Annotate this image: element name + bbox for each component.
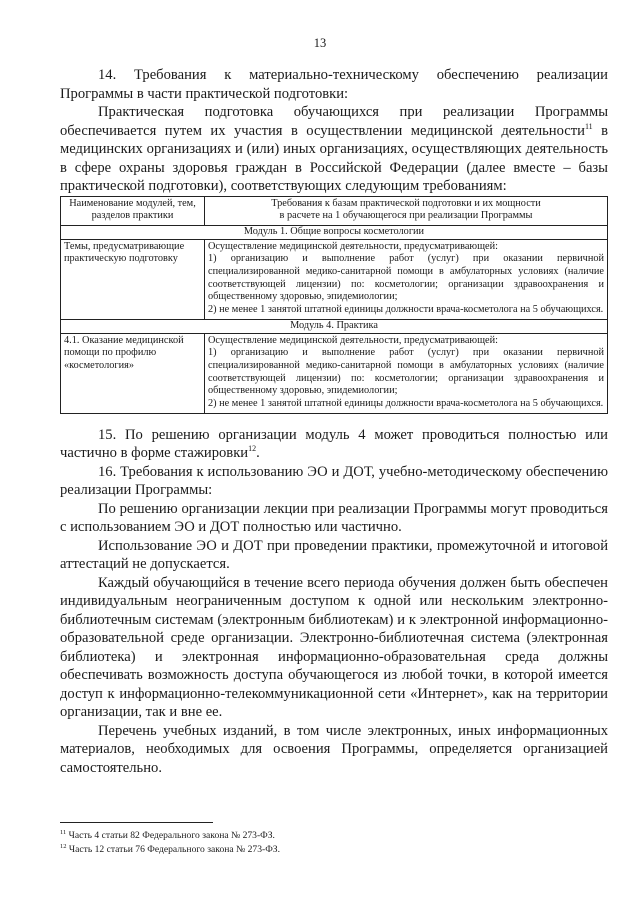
document-body [60,66,608,777]
requirements-intro: Осуществление медицинской деятельности, предусматривающей: [208,240,498,252]
table-header-row [61,196,608,225]
requirements-intro: Осуществление медицинской деятельности, предусматривающей: [208,334,498,346]
section-16-heading: 16. Требования к использованию ЭО и ДОТ, учебно-методическому обеспечению реализации Программы: [60,463,608,499]
footnote-text: Часть 4 статьи 82 Федерального закона № 273-ФЗ. [66,830,275,841]
topic-cell: Темы, предусматривающие практическую подготовку [61,239,205,319]
footnote-11 [60,829,608,843]
footnote-12 [60,843,608,857]
section-15-end: . [256,445,260,462]
requirement-item-1: 1) организацию и выполнение работ (услуг) при оказании первичной специализированной медико-санитарной помощи в амбулаторных условиях (наличие соответствующей лицензии) по: косметологии; организации здравоохранения и общественному здоровью, эпидемиологии; [208,347,604,397]
section-14-text-cont: в медицинских организациях и (или) иных организациях, осуществляющих деятельность в сфере охраны здоровья граждан в Российской Федерации (далее вместе – базы практической подготовки), соответствующих следующим требованиям: [60,122,608,194]
section-16-paragraph-3: Каждый обучающийся в течение всего периода обучения должен быть обеспечен индивидуальным неограниченным доступом к одной или нескольким электронно-библиотечным системам (электронным библиотекам) и к электронной информационно-образовательной среде организации. Электронно-библиотечная система (электронная библиотека) и электронная информационно-образовательная среда должны обеспечивать возможность доступа обучающегося из любой точки, в которой имеется доступ к информационно-телекоммуникационной сети «Интернет», как на территории организации, так и вне ее. [60,574,608,721]
module-title: Модуль 4. Практика [61,319,608,333]
requirement-item-1: 1) организацию и выполнение работ (услуг) при оказании первичной специализированной медико-санитарной помощи в амбулаторных условиях (наличие соответствующей лицензии) по: косметологии; организации здравоохранения и общественному здоровью, эпидемиологии; [208,253,604,303]
table-header-col2-line1: Требования к базам практической подготовки и их мощности [271,197,541,209]
footnote-ref-11: 11 [584,121,593,131]
section-15-text: 15. По решению организации модуль 4 может проводиться полностью или частично в форме стажировки [60,426,608,462]
footnote-separator [60,822,213,823]
requirements-table [60,196,608,414]
footnote-mark: 11 [60,828,67,836]
footnote-ref-12: 12 [248,444,257,454]
table-row [61,239,608,319]
section-14-heading: 14. Требования к материально-техническому обеспечению реализации Программы в части практической подготовки: [60,67,608,102]
page-number: 13 [313,36,327,50]
module-row [61,319,608,333]
section-14-text: Практическая подготовка обучающихся при реализации Программы обеспечивается путем их участия в осуществлении медицинской деятельности [60,104,608,139]
requirements-cell [205,333,608,413]
requirement-item-2: 2) не менее 1 занятой штатной единицы должности врача-косметолога на 5 обучающихся. [208,304,604,316]
topic-cell: 4.1. Оказание медицинской помощи по профилю «косметология» [61,333,205,413]
module-title: Модуль 1. Общие вопросы косметологии [61,225,608,239]
section-14-paragraph [60,103,608,196]
footnotes [60,822,608,857]
section-16-paragraph-2: Использование ЭО и ДОТ при проведении практики, промежуточной и итоговой аттестаций не допускается. [60,537,608,573]
requirements-cell [205,239,608,319]
section-15-paragraph [60,426,608,463]
table-header-col2 [205,196,608,225]
module-row [61,225,608,239]
requirement-item-2: 2) не менее 1 занятой штатной единицы должности врача-косметолога на 5 обучающихся. [208,398,604,410]
table-header-col1: Наименование модулей, тем, разделов практики [61,196,205,225]
footnote-mark: 12 [60,842,67,850]
section-16-paragraph-4: Перечень учебных изданий, в том числе электронных, иных информационных материалов, необходимых для освоения Программы, определяется организацией самостоятельно. [60,722,608,776]
section-16-paragraph-1: По решению организации лекции при реализации Программы могут проводиться с использованием ЭО и ДОТ полностью или частично. [60,500,608,536]
table-header-col2-line2: в расчете на 1 обучающегося при реализации Программы [279,210,533,222]
table-row [61,333,608,413]
footnote-text: Часть 12 статьи 76 Федерального закона № 273-ФЗ. [66,844,280,855]
